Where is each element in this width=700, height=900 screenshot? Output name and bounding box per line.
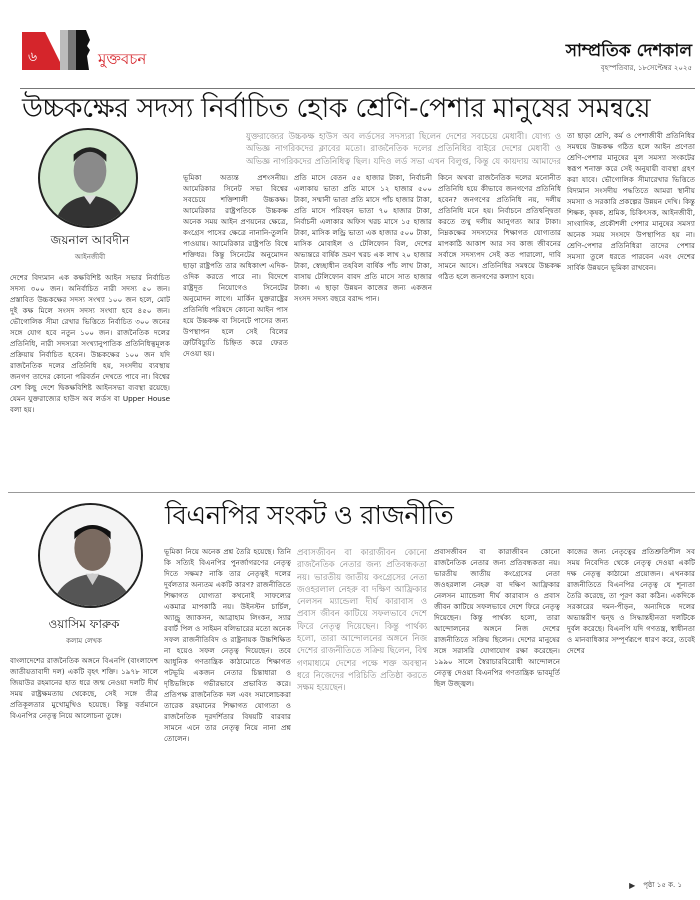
article1-intro: যুক্তরাজ্যের উচ্চকক্ষ হাউস অব লর্ডসের সদস্যরা ছিলেন দেশের সবচেয়ে মেধাবী। যোগ্য ও অভিজ্ঞ নাগরিকদের ক্লাবের মতো। রাজনৈতিক দলের প্রতিনিধির বাইরে দেশের মেধাবী ও অভিজ্ঞ নাগরিকদের প্রতিনিধিত্ব ছিল। যদিও লর্ড সভা এখন বিলুপ্ত, কিন্তু যে কায়দায় আমাদের [246, 131, 561, 166]
article1-column-2: ভূমিকা অত্যন্ত প্রশংসনীয়। আমেরিকার সিনেট সভা বিশ্বের সবচেয়ে শক্তিশালী উচ্চকক্ষ। আমেরিকার রাষ্ট্রপতিকে উচ্চকক্ষ অনেক সময় আইন প্রণয়নের ক্ষেত্রে, কংগ্রেস পাসের ক্ষেত্রে নানানি-তুলনি পাওয়ায়। আমেরিকার রাষ্ট্রপতি বিশ্বে শক্তিধর। কিন্তু সিনেটের অনুমোদন ছাড়া রাষ্ট্রপতি তার অধিকাংশ এদিক-ওদিক করতে পারে না। বিদেশে রাষ্ট্রদূত নিয়োগেও সিনেটের অনুমোদন লাগে। মার্কিন যুক্তরাষ্ট্রের প্রতিনিধি পরিষদে কোনো আইন পাস হয়ে উচ্চকক্ষ বা সিনেটে পাসের জন্য উপস্থাপন হলে সেই বিলের ত্রুটিবিচ্যুতি চিহ্নিত করে ফেরত দেওয়া হয়। [183, 173, 288, 358]
article2-headline: বিএনপির সংকট ও রাজনীতি [165, 501, 454, 531]
article2-column-2: ভূমিকা নিয়ে অনেক প্রশ্ন তৈরি হয়েছে। তিনি কি সত্যিই বিএনপির পুনর্জাগরণের নেতৃত্ব দিতে সক্ষম? নাকি তার নেতৃত্বই দলের দুর্বলতার অন্যতম একটি কারণ? রাজনীতিতে শিক্ষাগত যোগ্যতা কখনোই সাফল্যের একমাত্র মাপকাঠি নয়। উইনস্টন চার্চিল, অ্যান্ড্রু জ্যাকসন, আব্রাহাম লিংকন, স্যার রবার্ট পিল ও সাইমন বলিভারের মতো অনেক সফল রাজনীতিবিদ ও রাষ্ট্রনায়ক উচ্চশিক্ষিত না হয়েও সফল নেতৃত্ব দিয়েছেন। তবে আধুনিক গণতান্ত্রিক কাঠামোতে শিক্ষাগত পটভূমি একজন নেতার চিন্তাধারা ও দৃষ্টিভঙ্গিকে গভীরভাবে প্রভাবিত করে। প্রতিপক্ষ রাজনৈতিক দল এবং সমালোচকরা তারেক রহমানের শিক্ষাগত যোগ্যতা ও রাজনৈতিক দূরদর্শিতার বিষয়টি বারবার সামনে এনে তার নেতৃত্ব নিয়ে নানা প্রশ্ন তোলেন। [164, 547, 291, 743]
article2-column-1: বাংলাদেশের রাজনৈতিক অঙ্গনে বিএনপি (বাংলাদেশ জাতীয়তাবাদী দল) একটি বৃহৎ শক্তি। ১৯৭৮ সালে জিয়াউর রহমানের হাত ধরে জন্ম নেওয়া দলটি দীর্ঘ সময় রাষ্ট্রক্ষমতায় থেকেছে, সেই সঙ্গে তীব্র প্রতিকূলতার মুখোমুখিও হয়েছে। কিন্তু বর্তমানে বিএনপির নেতৃত্ব নিয়ে আলোচনা তুঙ্গে। [10, 656, 158, 720]
article1-column-5: তা ছাড়া শ্রেণি, কর্ম ও পেশাজীবী প্রতিনিধির সমন্বয়ে উচ্চকক্ষ গঠিত হলে আইন প্রণেতা শ্রেণি-পেশার মানুষের মূল সমস্যা সংকটের স্বরূপ শনাক্ত করে সেই অনুযায়ী ব্যবস্থা গ্রহণ করা যাবে। ভৌগোলিক সীমারেখার ভিত্তিতে বিদ্যমান সংসদীয় পদ্ধতিতে আমরা স্থানীয় সমস্যা ও সরকারি প্রকল্পের উন্নয়ন দেখি। কিন্তু শিক্ষক, কৃষক, শ্রমিক, চিকিৎসক, আইনজীবী, সাংবাদিক, প্রকৌশলী পেশার মানুষের সমস্যা অনেক সময় সংসদে উপস্থাপিত হয় না। শ্রেণি-পেশার প্রতিনিধিরা তাদের পেশার সমস্যা তুলে ধরতে পারবেন এবং দেশের সার্বিক উন্নয়নে ভূমিকা রাখবেন। [567, 131, 695, 272]
masthead-divider [20, 88, 695, 89]
article1-headline: উচ্চকক্ষের সদস্য নির্বাচিত হোক শ্রেণি-পেশার মানুষের সমন্বয়ে [22, 93, 651, 124]
page-number: ৬ [28, 49, 38, 65]
author-photo [38, 128, 138, 228]
article1-column-4: কিনে অথবা রাজনৈতিক দলের মনোনীত প্রতিনিধি হয়ে কীভাবে জনগণের প্রতিনিধি হবেন? জনগণের প্রতিনিধি নয়, দলীয় প্রতিনিধি মনে হয়। নির্বাচনে প্রতিদ্বন্দ্বিতা করতে তথু দলীয় আনুগত্য আর টাকা। নিম্নকক্ষের সদস্যদের শিক্ষাগত যোগ্যতার মাপকাঠি আকাশ আর সব কাজ জীবনের সর্বাঙ্গে সদস্যপদ সেই কত পারালো, দাবি সামনে আসে। প্রতিনিধির সমন্বয়ে উচ্চকক্ষ গঠিত হলে জনগণের কল্যাণ হবে। [438, 173, 561, 281]
section-title: মুক্তবচন [98, 50, 147, 68]
continued-on-page[interactable]: পৃষ্ঠা ১৫ ক. ১ [643, 881, 682, 889]
author-photo [38, 503, 143, 608]
author-role: আইনজীবী [74, 253, 106, 261]
article2-column-5: কাজের জন্য নেতৃত্বের প্রতিশ্রুতিশীল সব সময় নিবেদিত থেকে নেতৃত্ব দেওয়া একটি দক্ষ নেতৃত্ব কাঠামো প্রয়োজন। এখনকার রাজনীতিতে বিএনপির নেতৃত্ব যে শূন্যতা তৈরি করেছে, তা পূরণ করা কঠিন। একদিকে সরকারের দমন-পীড়ন, অন্যদিকে দলের অভ্যন্তরীণ দ্বন্দ্ব ও সিদ্ধান্তহীনতা দলটিকে দুর্বল করেছে। বিএনপি যদি গণতন্ত্র, স্বাধীনতা ও মানবাধিকার সম্পূর্ণরূপে ধারণ করে, তবেই দেশের [567, 547, 695, 655]
article2-column-3: প্রবাসজীবন বা কারাজীবন কোনো রাজনৈতিক নেতার জন্য প্রতিবন্ধকতা নয়। ভারতীয় জাতীয় কংগ্রেসের নেতা জওহরলাল নেহরু বা দক্ষিণ আফ্রিকার নেলসন ম্যান্ডেলা দীর্ঘ কারাবাস ও প্রবাস জীবন কাটিয়ে সফলভাবে দেশে ফিরে নেতৃত্ব দিয়েছেন। কিন্তু পার্থক্য হলো, তারা আন্দোলনের অঙ্গনে নিজ দেশের রাজনীতিতে সক্রিয় ছিলেন, বিশ্ব গণমাধ্যমে দেশের পক্ষে শক্ত অবস্থান ধরে নিজেদের পরিচিতি প্রতিষ্ঠা করতে সক্ষম হয়েছেন। [297, 547, 427, 693]
continued-note [629, 879, 682, 891]
continue-arrow-icon: ▶ [629, 880, 636, 890]
article-divider [8, 492, 695, 493]
section-logo-icon [58, 30, 92, 70]
author-name: ওয়াসিম ফারুক [48, 617, 120, 631]
publication-date: বৃহস্পতিবার, ১৮সেপ্টেম্বর ২০২৫ [600, 64, 692, 72]
article1-column-1: দেশের বিদ্যমান এক কক্ষবিশিষ্ট আইন সভার নির্বাচিত সদস্য ৩০০ জন। অনির্বাচিত নারী সদস্য ৫০ জন। প্রস্তাবিত উচ্চকক্ষের সদস্য সংখ্যা ১০০ জন হলে, মোট দুই কক্ষ মিলে সংসদ সদস্য সংখ্যা হবে ৪৫০ জন। ভৌগোলিক সীমা রেখার ভিত্তিতে নির্বাচিত ৩০০ জনের সঙ্গে যোগ হবে নতুন ১০০ জন। রাজনৈতিক দলের প্রতিনিধি, নারী সদস্যরা সংখ্যানুপাতিক প্রতিনিধিত্বমূলক প্রক্রিয়ায় নির্বাচিত হবেন। উচ্চকক্ষের ১০০ জন যদি রাজনৈতিক দলের প্রতিনিধি হয়, সংসদীয় ব্যবস্থায় জনগণ তাদের কোনো পরিবর্তন দেখতে পাবে না। বিশ্বের বেশ কিছু দেশে দ্বিকক্ষবিশিষ্ট আইনসভা ব্যবস্থা রয়েছে। যেমন যুক্তরাজ্যের হাউস অব লর্ডস বা Upper House বলা হয়। [10, 273, 170, 414]
author-name: জয়নাল আবদীন [50, 233, 130, 247]
article1-column-3: প্রতি মাসে বেতন ৫৫ হাজার টাকা, নির্বাচনী এলাকায় ভাতা প্রতি মাসে ১২ হাজার ৫০০ টাকা, সম্মানী ভাতা প্রতি মাসে পাঁচ হাজার টাকা, প্রতি মাসে পরিবহন ভাতা ৭০ হাজার টাকা, নির্বাচনী এলাকার অফিস খরচ মাসে ১৫ হাজার টাকা, মাসিক লন্ড্রি ভাতা এক হাজার ৫০০ টাকা, মাসিক মোবাইল ও টেলিফোন বিল, দেশের অভ্যন্তরে বার্ষিক ভ্রমণ খরচ এক লাখ ২০ হাজার টাকা, স্বেচ্ছাধীন তহবিল বার্ষিক পাঁচ লাখ টাকা, বাসায় টেলিফোন বাবদ প্রতি মাসে সাত হাজার টাকা। এ ছাড়া উন্নয়ন কাজের জন্য একজন সংসদ সদস্য বছরে বরাদ্দ পান। [294, 173, 432, 303]
newspaper-name: সাম্প্রতিক দেশকাল [565, 41, 692, 61]
article2-column-4: প্রবাসজীবন বা কারাজীবন কোনো রাজনৈতিক নেতার জন্য প্রতিবন্ধকতা নয়। ভারতীয় জাতীয় কংগ্রেসের নেতা জওহরলাল নেহরু বা দক্ষিণ আফ্রিকার নেলসন ম্যান্ডেলা দীর্ঘ কারাবাস ও প্রবাস জীবন কাটিয়ে সফলভাবে দেশে ফিরে নেতৃত্ব দিয়েছেন। কিন্তু পার্থক্য হলো, তারা আন্দোলনের অঙ্গনে নিজ দেশের রাজনীতিতে সক্রিয় ছিলেন। দেশের মানুষের সঙ্গে সরাসরি যোগাযোগ রক্ষা করেছেন। ১৯৯০ সালে স্বৈরাচারবিরোধী আন্দোলনে নেতৃত্ব দেওয়া বিএনপির গণতান্ত্রিক ভাবমূর্তি ছিল উজ্জ্বল। [434, 547, 560, 688]
author-role: কলাম লেখক [66, 637, 102, 645]
